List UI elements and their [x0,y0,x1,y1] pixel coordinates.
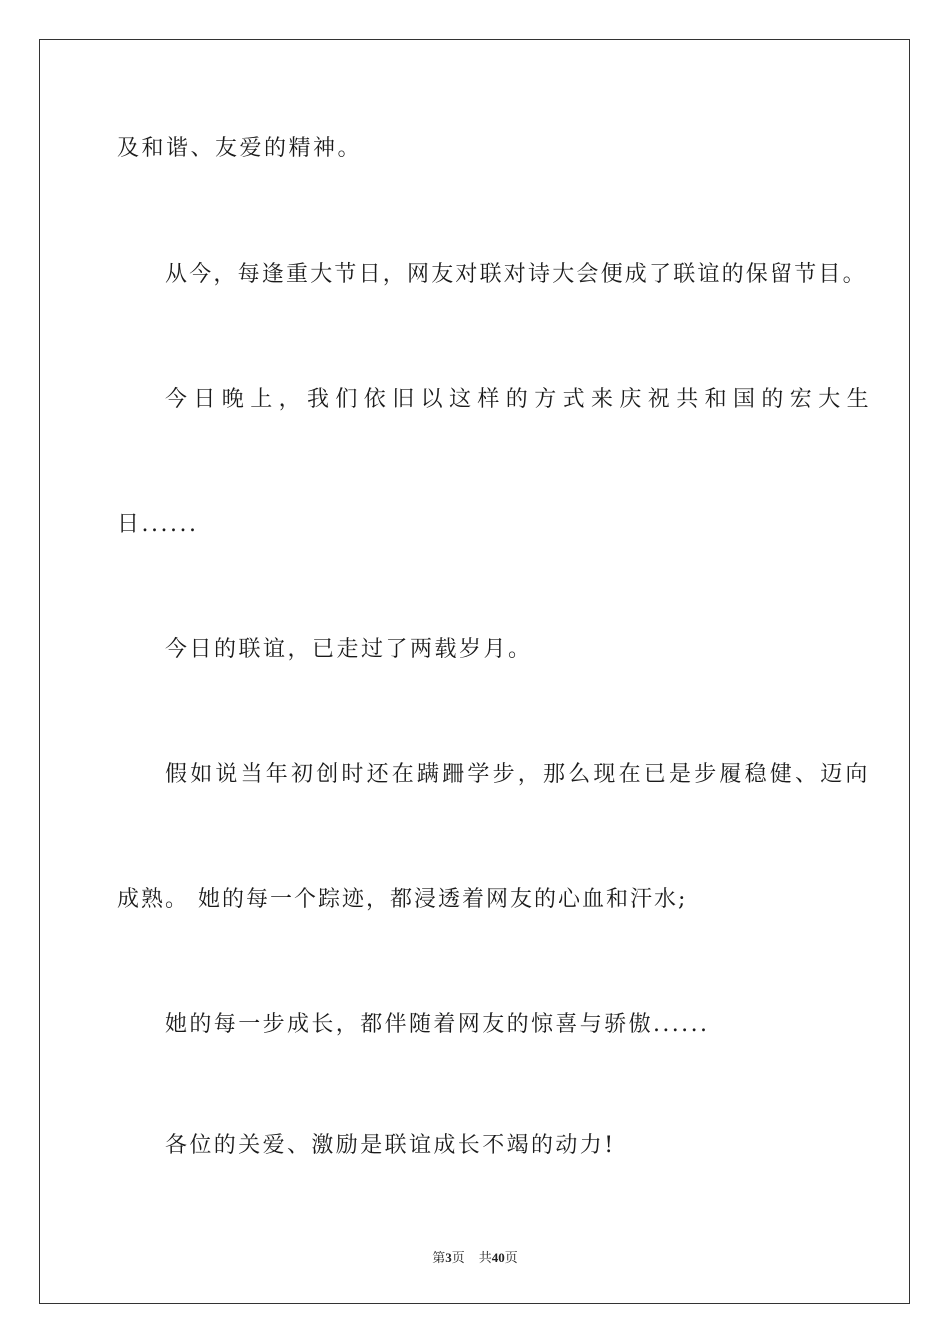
text-line-7: 成熟。 她的每一个踪迹，都浸透着网友的心血和汗水; [117,887,688,912]
page-footer [0,1249,950,1267]
text-line-8: 她的每一步成长，都伴随着网友的惊喜与骄傲...... [165,1012,710,1037]
page-suffix: 页 [451,1250,465,1265]
page-number: 3 [445,1250,452,1265]
total-suffix: 页 [504,1250,518,1265]
page-border [39,39,910,1304]
text-line-9: 各位的关爱、激励是联谊成长不竭的动力! [165,1133,616,1158]
total-pages: 40 [491,1250,505,1265]
text-line-5: 今日的联谊，已走过了两载岁月。 [165,637,533,662]
page-prefix: 第 [432,1250,446,1265]
text-line-1: 及和谐、友爱的精神。 [117,136,363,161]
text-line-6: 假如说当年初创时还在蹒跚学步，那么现在已是步履稳健、迈向 [165,762,871,787]
text-line-4: 日...... [117,512,199,537]
text-line-3: 今日晚上，我们依旧以这样的方式来庆祝共和国的宏大生 [165,387,876,412]
total-prefix: 共 [478,1250,492,1265]
text-line-2: 从今，每逢重大节日，网友对联对诗大会便成了联谊的保留节目。 [165,262,867,287]
